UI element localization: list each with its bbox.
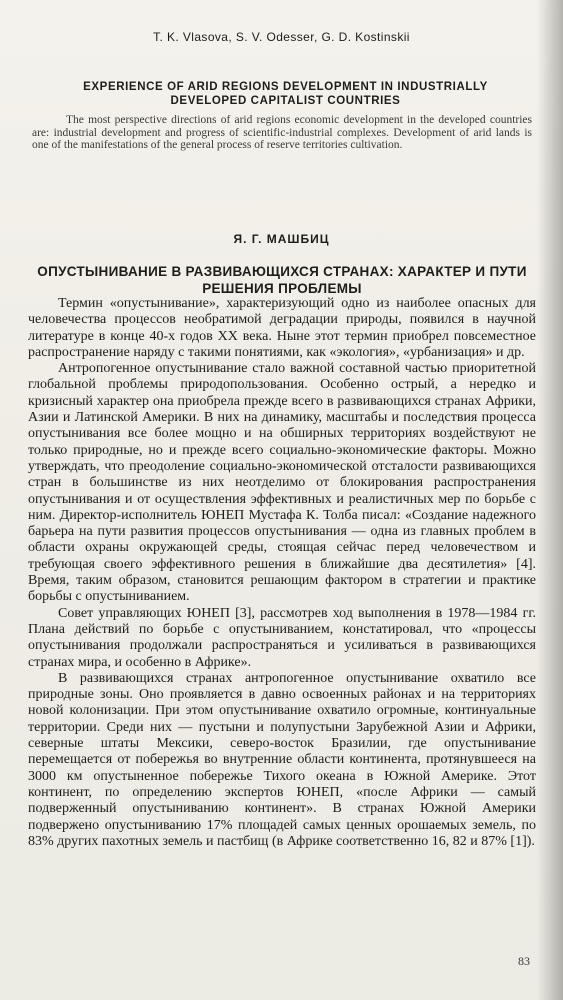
page-number: 83 [518,954,530,968]
english-article-authors: T. K. Vlasova, S. V. Odesser, G. D. Kostinskii [153,30,410,44]
english-article-title: EXPERIENCE OF ARID REGIONS DEVELOPMENT IN INDUSTRIALLY DEVELOPED CAPITALIST COUNTRIES [83,81,488,107]
article-author: Я. Г. МАШБИЦ [233,232,330,246]
paragraph-3: Совет управляющих ЮНЕП [3], рассмотрев ход выполнения в 1978—1984 гг. Плана действий по борьбе с опустыниванием, констатировал, что «процессы опустынивания продолжали распространяться и усиливаться в развивающихся странах мира, и особенно в Африке». [28,605,536,670]
paragraph-2: Антропогенное опустынивание стало важной составной частью приоритетной глобальной проблемы природопользования. Особенно острый, а нередко и кризисный характер она приобрела прежде всего в развивающихся странах Африки, Азии и Латинской Америки. В них на динамику, масштабы и последствия процесса опустынивания все более мощно и на обширных территориях воздействуют не только природные, но и прежде всего социально-экономические факторы. Можно утверждать, что преодоление социально-экономической отсталости развивающихся стран в большинстве из них неотделимо от блокирования распространения опустынивания и от осуществления эффективных и реалистичных мер по борьбе с ним. Директор-исполнитель ЮНЕП Мустафа К. Толба писал: «Создание надежного барьера на пути развития процессов опустынивания — одна из главных проблем в области охраны окружающей среды, стоящая сейчас перед человечеством и требующая своего эффективного решения в ближайшие два десятилетия» [4]. Время, таким образом, становится решающим фактором в стратегии и практике борьбы с опустыниванием. [28,361,536,605]
article-title: ОПУСТЫНИВАНИЕ В РАЗВИВАЮЩИХСЯ СТРАНАХ: ХАРАКТЕР И ПУТИ РЕШЕНИЯ ПРОБЛЕМЫ [37,264,527,296]
paragraph-1: Термин «опустынивание», характеризующий одно из наиболее опасных для человечества процессов необратимой деградации природы, появился в научной литературе в конце 40-х годов XX века. Ныне этот термин приобрел повсеместное распространение наряду с такими понятиями, как «экология», «урбанизация» и др. [28,296,536,360]
paragraph-4: В развивающихся странах антропогенное опустынивание охватило все природные зоны. Оно проявляется в давно освоенных районах и на территориях новой колонизации. При этом опустынивание охватило огромные, континуальные территории. Среди них — пустыни и полупустыни Зарубежной Азии и Африки, северные штаты Мексики, северо-восток Бразилии, где опустынивание перемещается от побережья во внутренние области континента, протянувшееся на 3000 км опустыненное побережье Тихого океана в Южной Америке. Этот континент, по определению экспертов ЮНЕП, «после Африки — самый подверженный опустыниванию континент». В странах Южной Америки подвержено опустыниванию 17% площадей самых ценных орошаемых земель, по 83% других пахотных земель и пастбищ (в Африке соответственно 16, 82 и 87% [1]). [28,670,536,849]
english-abstract: The most perspective directions of arid regions economic development in the developed countries are: industrial development and progress of scientific-industrial complexes. Development of arid lands is one of the manifestations of the general process of reserve territories cultivation. [32,114,532,151]
article-body [28,296,536,850]
